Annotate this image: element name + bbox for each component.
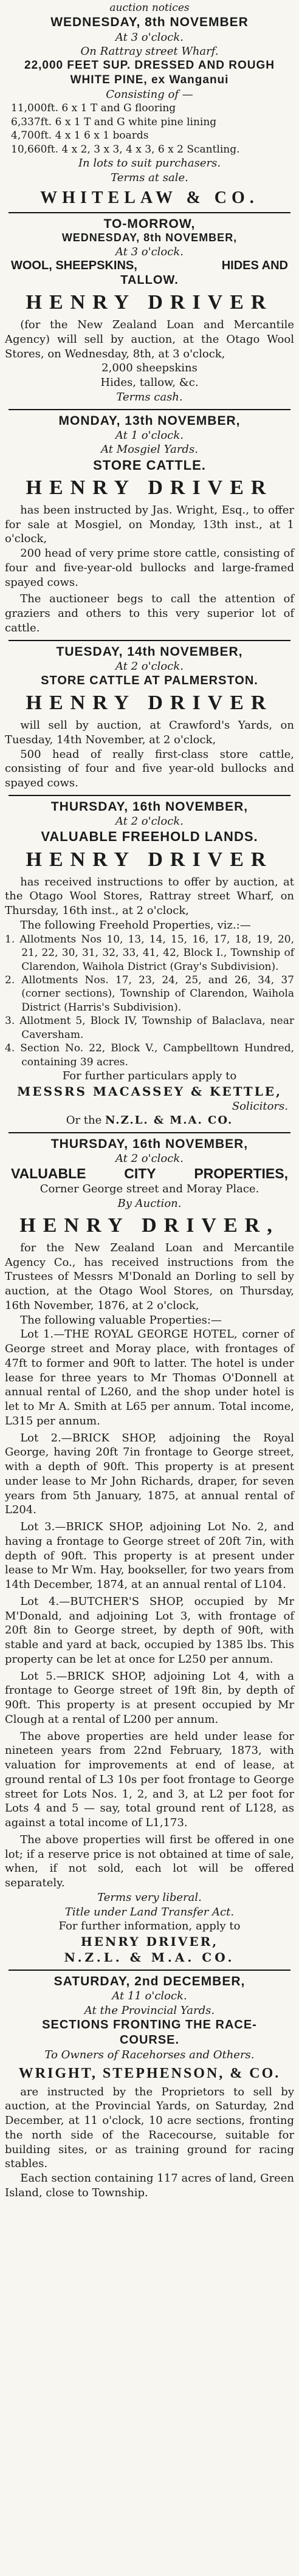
timber-item: 10,660ft. 4 x 2, 3 x 3, 4 x 3, 6 x 2 Scantling.	[11, 143, 240, 156]
sale-terms: The above properties will first be offered in one lot; if a reserve price is not obtained at time of sale, when, if not sold, each lot will be offered separately.	[5, 1833, 294, 1890]
auction-time: At 1 o'clock.	[115, 428, 184, 442]
addressee: To Owners of Racehorses and Others.	[44, 2048, 255, 2061]
auction-time: At 3 o'clock.	[115, 30, 184, 44]
goods-description: 200 head of very prime store cattle, consisting of four and five-year-old bullocks and large-framed spayed cows.	[5, 547, 294, 589]
lot-item: Lot 3.—BRICK SHOP, adjoining Lot No. 2, and having a frontage to George street of 20ft 7in, with depth of 90ft. This property is at present under lease to Mr Wm. Hay, bookseller, for two years from 14th December, 1874, at an annual rental of L104.	[5, 1520, 294, 1592]
auction-date: MONDAY, 13th NOVEMBER,	[58, 413, 241, 428]
property-item: 2. Allotments Nos. 17, 23, 24, 25, and 26, 34, 37 (corner sections), Township of Clarendon, Waihola District (Harris's Subdivision).	[5, 974, 294, 1014]
timber-item: 11,000ft. 6 x 1 T and G flooring	[11, 102, 176, 115]
title-note: Title under Land Transfer Act.	[64, 1905, 235, 1918]
divider	[9, 212, 290, 213]
auction-date: SATURDAY, 2nd DECEMBER,	[53, 1974, 246, 1989]
auction-body-last: Each section containing 117 acres of land, Green Island, close to Township.	[5, 2172, 294, 2199]
further-information: For further information, apply to	[58, 1920, 241, 1933]
properties-intro: The following valuable Properties:—	[20, 1313, 222, 1327]
auction-day: TO-MORROW,	[103, 217, 196, 232]
auction-time: At 3 o'clock.	[115, 245, 184, 258]
lot-item: Lot 1.—THE ROYAL GEORGE HOTEL, corner of George street and Moray place, with frontages of 47ft to former and 90ft to latter. The hotel is under lease for three years to Mr Thomas O'Donnell at annual rental of L260, and the shop under hotel is let to Mr A. Smith at L65 per annum. Total income, L315 per annum.	[5, 1328, 294, 1427]
auction-date: TUESDAY, 14th NOVEMBER,	[56, 644, 243, 659]
headline-tail: TALLOW.	[120, 273, 179, 287]
auction-body: has received instructions to offer by auction, at the Otago Wool Stores, Rattray street Wharf, on Thursday, 16th inst., at 2 o'clock,	[5, 875, 294, 918]
solicitors-name: MESSRS MACASSEY & KETTLE,	[17, 1084, 282, 1099]
further-particulars: For further particulars apply to	[62, 1070, 237, 1082]
goods-headline	[5, 259, 294, 273]
lot-item: Lot 5.—BRICK SHOP, adjoining Lot 4, with a frontage to George street of 19ft 8in, by depth of 90ft. This property is at present occupied by Mr Clough at a rental of L200 per annum.	[5, 1669, 294, 1726]
goods-consisting: Consisting of —	[106, 88, 193, 101]
auction-date: THURSDAY, 16th NOVEMBER,	[50, 799, 249, 814]
auction-body: are instructed by the Proprietors to sell by auction, at the Provincial Yards, on Saturday, 2nd December, at 11 o'clock, 10 acre sections, fronting the north side of the Racecourse, suitable for building sites, or as training ground for racing stables.	[5, 2085, 294, 2171]
auctioneer-name: WRIGHT, STEPHENSON, & CO.	[18, 2065, 281, 2081]
goods-headline-cont: COURSE.	[119, 2033, 180, 2047]
terms: Terms very liberal.	[97, 1891, 202, 1904]
goods-headline: VALUABLE FREEHOLD LANDS.	[41, 829, 258, 845]
divider	[9, 795, 290, 796]
property-item: 1. Allotments Nos 10, 13, 14, 15, 16, 17, 18, 19, 20, 21, 22, 30, 31, 32, 33, 41, 42, Block I., Township of Clarendon, Waihola District (Gray's Subdivision).	[5, 933, 294, 973]
goods-headline: STORE CATTLE AT PALMERSTON.	[41, 674, 258, 688]
headline-left: WOOL, SHEEPSKINS,	[11, 259, 137, 273]
auction-place: At Mosgiel Yards.	[101, 443, 198, 456]
auction-time: At 2 o'clock.	[115, 659, 184, 673]
timber-list	[5, 101, 294, 156]
goods-description: 500 head of really first-class store cattle, consisting of four and five year-old bullocks and spayed cows.	[5, 747, 294, 789]
signature-agency: N.Z.L. & M.A. CO.	[64, 1950, 235, 1965]
auctioneer-name: HENRY DRIVER,	[19, 1214, 280, 1237]
driver-wool-auction	[5, 216, 294, 404]
driver-mosgiel-cattle	[5, 413, 294, 636]
goods-line: 2,000 sheepskins	[101, 362, 198, 375]
auction-date: WEDNESDAY, 8th NOVEMBER	[50, 15, 249, 30]
auction-body: for the New Zealand Loan and Mercantile Agency Co., has received instructions from the Trustees of Messrs M'Donald an Dorling to sell by auction, at the Otago Wool Stores, on Thursday, 16th November, 1876, at 2 o'clock,	[5, 1241, 294, 1312]
timber-item: 4,700ft. 4 x 1 6 x 1 boards	[11, 129, 149, 142]
driver-city-properties	[5, 1136, 294, 1965]
or-label: Or the	[66, 1114, 102, 1127]
goods-headline: 22,000 FEET SUP. DRESSED AND ROUGH WHITE PINE, ex Wanganui	[24, 59, 275, 87]
divider	[9, 1132, 290, 1133]
solicitors-role: Solicitors.	[232, 1099, 288, 1113]
whitelaw-timber-auction	[5, 1, 294, 208]
auctioneer-name: WHITELAW & CO.	[40, 188, 259, 207]
auction-place: At the Provincial Yards.	[84, 2004, 215, 2017]
auctioneer-name: HENRY DRIVER	[26, 476, 273, 500]
goods-headline	[5, 1166, 294, 1182]
goods-headline: STORE CATTLE.	[93, 457, 206, 473]
driver-freehold-lands	[5, 799, 294, 1128]
timber-item: 6,337ft. 6 x 1 T and G white pine lining	[11, 115, 217, 128]
auctioneer-note: The auctioneer begs to call the attention of graziers and others to this very superior lot of cattle.	[5, 592, 294, 634]
divider	[9, 640, 290, 641]
lease-terms: The above properties are held under lease for nineteen years from 22nd February, 1873, with valuation for improvements at end of lease, at ground rental of L3 10s per foot frontage to George street for Lots Nos. 1, 2, and 3, at L2 per foot for Lots 4 and 5 — say, total ground rent of L128, as against a total income of L1,173.	[5, 1729, 294, 1830]
headline-left: VALUABLE	[11, 1166, 86, 1182]
stephenson-racecourse-sections	[5, 1974, 294, 2200]
headline-mid: CITY	[124, 1166, 156, 1182]
auction-time: At 11 o'clock.	[112, 1990, 187, 2003]
auctioneer-name: HENRY DRIVER	[26, 291, 273, 314]
terms: Terms cash.	[116, 390, 183, 404]
agency-name: N.Z.L. & M.A. CO.	[105, 1114, 233, 1127]
headline-right: HIDES AND	[221, 259, 288, 273]
auctioneer-name: HENRY DRIVER	[26, 692, 273, 715]
auction-body: will sell by auction, at Crawford's Yards, on Tuesday, 14th November, at 2 o'clock,	[5, 719, 294, 746]
lots-note: In lots to suit purchasers.	[78, 157, 221, 170]
divider	[9, 1970, 290, 1971]
auction-date: WEDNESDAY, 8th NOVEMBER,	[61, 232, 238, 244]
auction-date: THURSDAY, 16th NOVEMBER,	[50, 1136, 249, 1151]
by-auction: By Auction.	[117, 1197, 182, 1211]
auction-place: On Rattray street Wharf.	[80, 45, 219, 58]
auction-body: has been instructed by Jas. Wright, Esq., to offer for sale at Mosgiel, on Monday, 13th inst., at 1 o'clock,	[5, 503, 294, 546]
alternate-contact	[5, 1113, 294, 1128]
property-item: 3. Allotment 5, Block IV, Township of Balaclava, near Caversham.	[5, 1015, 294, 1041]
property-item: 4. Section No. 22, Block V., Campbelltown Hundred, containing 39 acres.	[5, 1042, 294, 1068]
auction-time: At 2 o'clock.	[115, 814, 184, 828]
auctioneer-name: HENRY DRIVER	[26, 848, 273, 871]
driver-palmerston-cattle	[5, 644, 294, 791]
property-location: Corner George street and Moray Place.	[40, 1183, 259, 1196]
section-tag: auction notices	[109, 2, 190, 14]
auction-body: (for the New Zealand Loan and Mercantile Agency) will sell by auction, at the Otago Wool Stores, on Wednesday, 8th, at 3 o'clock,	[5, 318, 294, 360]
properties-intro: The following Freehold Properties, viz.:—	[20, 918, 251, 932]
lot-item: Lot 2.—BRICK SHOP, adjoining the Royal George, having 20ft 7in frontage to George street, with a depth of 90ft. This property is at present under lease to Mr John Richards, draper, for seven years from 5th January, 1875, at annual rental of L204.	[5, 1431, 294, 1517]
signature-auctioneer: HENRY DRIVER,	[80, 1934, 219, 1949]
auction-time: At 2 o'clock.	[115, 1152, 184, 1166]
goods-line: Hides, tallow, &c.	[100, 376, 199, 390]
lot-item: Lot 4.—BUTCHER'S SHOP, occupied by Mr M'Donald, and adjoining Lot 3, with frontage of 20ft 8in to George street, by depth of 90ft, with stable and yard at back, occupied by 1385 lbs. This property can be let at once for L250 per annum.	[5, 1595, 294, 1666]
terms: Terms at sale.	[111, 171, 188, 184]
headline-right: PROPERTIES,	[194, 1166, 288, 1182]
goods-headline: SECTIONS FRONTING THE RACE-	[42, 2018, 257, 2032]
divider	[9, 409, 290, 410]
